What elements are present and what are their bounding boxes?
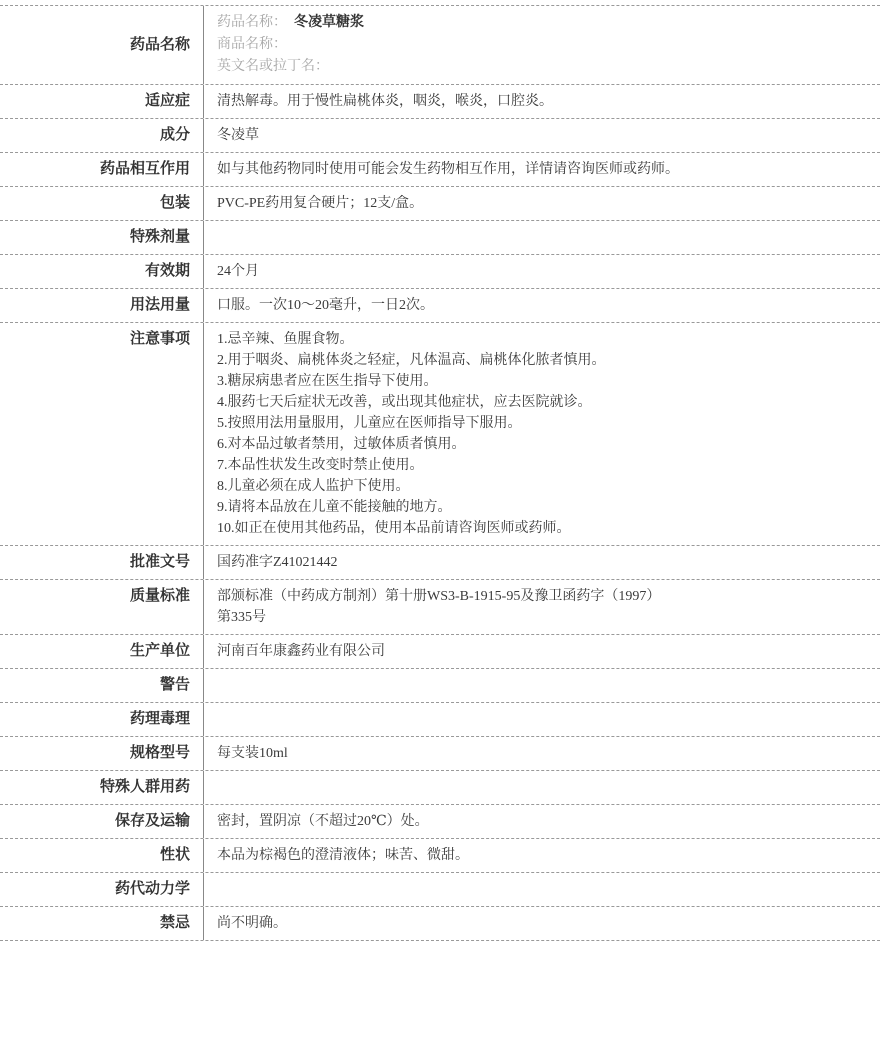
table-row — [0, 737, 880, 771]
row-content — [203, 546, 880, 579]
table-row — [0, 669, 880, 703]
table-row — [0, 255, 880, 289]
row-label: 性状 — [159, 847, 190, 863]
row-content — [203, 119, 880, 152]
drug-info-table — [0, 5, 880, 941]
table-row — [0, 635, 880, 669]
row-label: 特殊人群用药 — [99, 779, 190, 795]
content-line: 冬凌草 — [217, 128, 259, 143]
content-line: 7.本品性状发生改变时禁止使用。 — [217, 458, 424, 473]
row-content — [203, 153, 880, 186]
table-row — [0, 873, 880, 907]
row-content — [203, 635, 880, 668]
row-content — [203, 703, 880, 736]
row-label: 有效期 — [144, 263, 190, 279]
content-line — [217, 12, 870, 34]
field-key: 药品名称： — [217, 15, 287, 30]
content-line: 密封，置阴凉（不超过20℃）处。 — [217, 814, 429, 829]
row-label: 批准文号 — [129, 554, 190, 570]
row-label: 保存及运输 — [114, 813, 190, 829]
content-line: 3.糖尿病患者应在医生指导下使用。 — [217, 374, 438, 389]
table-row — [0, 546, 880, 580]
field-key: 英文名或拉丁名： — [217, 59, 329, 74]
row-label: 规格型号 — [129, 745, 190, 761]
table-row — [0, 323, 880, 546]
row-content — [203, 737, 880, 770]
table-row — [0, 221, 880, 255]
row-label: 成分 — [159, 127, 190, 143]
content-line: 2.用于咽炎、扁桃体炎之轻症，凡体温高、扁桃体化脓者慎用。 — [217, 353, 606, 368]
table-row — [0, 187, 880, 221]
row-content — [203, 907, 880, 940]
row-label: 生产单位 — [129, 643, 190, 659]
table-row-drug-name — [0, 6, 880, 85]
content-line: 9.请将本品放在儿童不能接触的地方。 — [217, 500, 452, 515]
table-row — [0, 289, 880, 323]
content-line: 本品为棕褐色的澄清液体；味苦、微甜。 — [217, 848, 469, 863]
content-line: 1.忌辛辣、鱼腥食物。 — [217, 332, 354, 347]
table-row — [0, 839, 880, 873]
row-label: 警告 — [159, 677, 190, 693]
row-content — [203, 805, 880, 838]
content-line: 如与其他药物同时使用可能会发生药物相互作用，详情请咨询医师或药师。 — [217, 162, 679, 177]
row-content — [203, 85, 880, 118]
content-line: 部颁标准（中药成方制剂）第十册WS3-B-1915-95及豫卫函药字（1997） — [217, 589, 661, 604]
content-line: 尚不明确。 — [217, 916, 287, 931]
content-line — [217, 34, 870, 56]
row-label: 禁忌 — [159, 915, 190, 931]
row-label: 药理毒理 — [129, 711, 190, 727]
row-content — [203, 289, 880, 322]
row-label: 药品名称 — [129, 36, 190, 53]
row-content — [203, 6, 880, 84]
content-line: 清热解毒。用于慢性扁桃体炎，咽炎，喉炎，口腔炎。 — [217, 94, 553, 109]
row-content — [203, 255, 880, 288]
row-content — [203, 873, 880, 906]
content-line: 每支装10ml — [217, 746, 288, 761]
table-row — [0, 703, 880, 737]
row-label: 注意事项 — [129, 331, 190, 347]
row-label: 特殊剂量 — [129, 229, 190, 245]
table-row — [0, 907, 880, 941]
content-line: 河南百年康鑫药业有限公司 — [217, 644, 385, 659]
row-label: 质量标准 — [129, 588, 190, 604]
field-value: 冬凌草糖浆 — [294, 15, 364, 30]
table-row — [0, 85, 880, 119]
content-line: 6.对本品过敏者禁用，过敏体质者慎用。 — [217, 437, 466, 452]
row-label: 药代动力学 — [114, 881, 190, 897]
content-line: 国药准字Z41021442 — [217, 555, 338, 570]
content-line: 4.服药七天后症状无改善，或出现其他症状，应去医院就诊。 — [217, 395, 592, 410]
row-content — [203, 771, 880, 804]
row-content — [203, 839, 880, 872]
row-label: 适应症 — [144, 93, 190, 109]
table-row — [0, 805, 880, 839]
content-line: 口服。一次10～20毫升，一日2次。 — [217, 298, 434, 313]
table-row — [0, 119, 880, 153]
row-content — [203, 221, 880, 254]
row-content — [203, 669, 880, 702]
row-label: 用法用量 — [129, 297, 190, 313]
row-content — [203, 187, 880, 220]
row-content — [203, 323, 880, 545]
content-line: 8.儿童必须在成人监护下使用。 — [217, 479, 410, 494]
row-label: 药品相互作用 — [99, 161, 190, 177]
content-line: 第335号 — [217, 610, 266, 625]
content-line: PVC-PE药用复合硬片；12支/盒。 — [217, 196, 424, 211]
field-key: 商品名称： — [217, 37, 287, 52]
row-label: 包装 — [159, 195, 190, 211]
table-row — [0, 771, 880, 805]
content-line — [217, 56, 870, 78]
content-line: 5.按照用法用量服用，儿童应在医师指导下服用。 — [217, 416, 522, 431]
content-line: 24个月 — [217, 264, 259, 279]
row-content — [203, 580, 880, 634]
table-row — [0, 580, 880, 635]
content-line: 10.如正在使用其他药品，使用本品前请咨询医师或药师。 — [217, 521, 571, 536]
table-row — [0, 153, 880, 187]
